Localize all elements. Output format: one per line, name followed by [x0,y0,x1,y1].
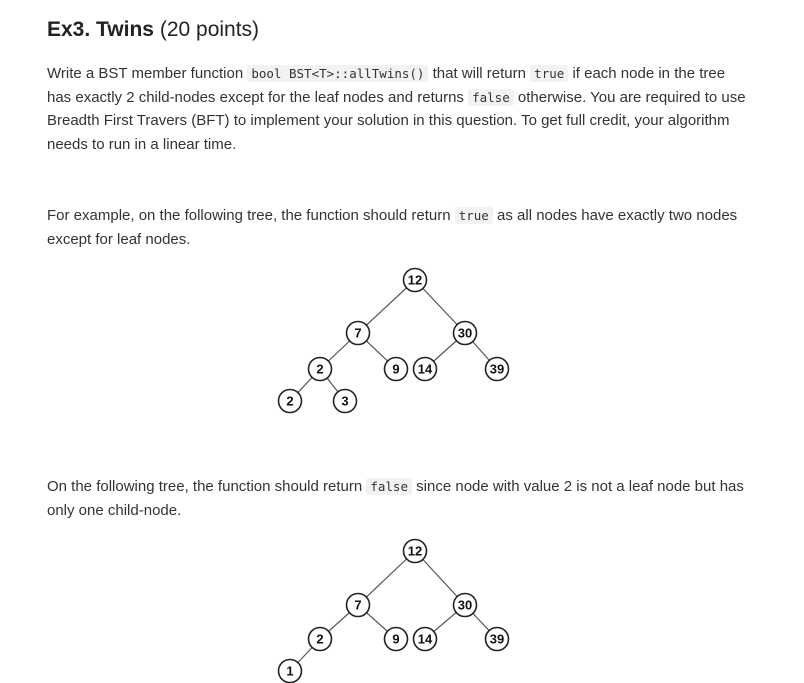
tree-node [486,358,509,381]
tree-node [309,628,332,651]
node-value: 2 [316,631,324,647]
exercise-title [47,16,747,44]
tree-node [309,358,332,381]
example1-text-2: as all nodes have exactly two nodes except for leaf nodes. [47,207,738,248]
desc-text-1: Write a BST member function [47,65,248,82]
node-value: 30 [457,325,473,341]
desc-text-3: if each node in the tree has exactly 2 child-nodes except for the leaf nodes and returns [47,65,726,106]
node-value: 1 [286,663,294,679]
node-value: 12 [407,272,423,288]
node-value: 2 [286,393,294,409]
node-value: 14 [417,361,433,377]
tree-node [279,390,302,413]
desc-text-4: otherwise. You are required to use Breadth First Travers (BFT) to implement your solution in this question. To get full credit, your algorithm needs to run in a linear time. [47,88,746,153]
desc-text-2: that will return [428,65,531,82]
tree-node [404,269,427,292]
node-value: 39 [489,361,505,377]
false-code: false [468,89,514,106]
example2-text-1: On the following tree, the function should return [47,478,367,495]
node-value: 14 [417,631,433,647]
example2-false-code: false [366,478,412,495]
tree-node [385,358,408,381]
node-value: 39 [489,631,505,647]
tree-node [347,594,370,617]
node-value: 9 [392,631,400,647]
tree-node [279,660,302,683]
tree-node [454,322,477,345]
example2-text-2: since node with value 2 is not a leaf node but has only one child-node. [47,478,744,519]
tree-node [414,358,437,381]
tree-node [334,390,357,413]
function-signature-code: bool BST<T>::allTwins() [247,65,428,82]
node-value: 2 [316,361,324,377]
exercise-title-main: Ex3. Twins [47,18,154,41]
node-value: 7 [354,597,362,613]
exercise-points: (20 points) [159,18,260,41]
tree-node [385,628,408,651]
example-false-description [47,475,747,522]
node-value: 3 [341,393,349,409]
node-value: 30 [457,597,473,613]
tree-node [454,594,477,617]
example1-true-code: true [455,207,493,224]
node-value: 9 [392,361,400,377]
tree-node [414,628,437,651]
tree-node [404,540,427,563]
tree-diagram-true [270,262,530,420]
node-value: 12 [407,543,423,559]
tree-diagram-false [270,533,530,683]
problem-description [47,62,747,156]
true-code: true [530,65,568,82]
example1-text-1: For example, on the following tree, the function should return [47,207,455,224]
node-value: 7 [354,325,362,341]
example-true-description [47,204,747,251]
tree-node [347,322,370,345]
tree-node [486,628,509,651]
